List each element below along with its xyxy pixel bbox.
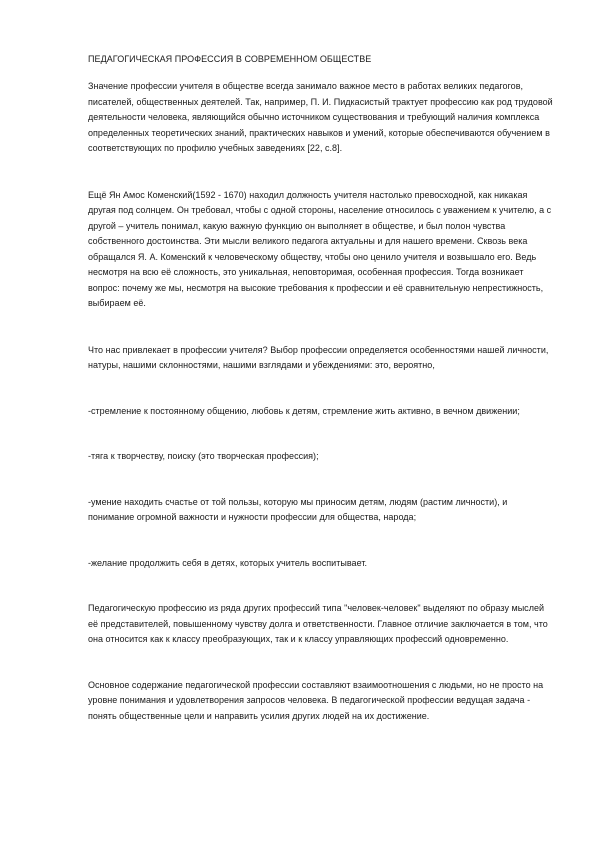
document-title: ПЕДАГОГИЧЕСКАЯ ПРОФЕССИЯ В СОВРЕМЕННОМ ОБЩЕСТВЕ xyxy=(88,54,372,64)
document-body xyxy=(88,53,554,724)
paragraph-comenius: Ещё Ян Амос Коменский(1592 - 1670) находил должность учителя настолько превосходной, как никакая другая под солнцем. Он требовал, чтобы с одной стороны, население относилось с уважением к учителю, а с другой – учитель понимал, какую важную функцию он выполняет в обществе, и был полон чувства собственного достоинства. Эти мысли великого педагога актуальны и для нашего времени. Сквозь века обращался Я. А. Коменский к человеческому обществу, чтобы оно ценило учителя и возвышало его. Ведь несмотря на всю её сложность, это уникальная, неповторимая, особенная профессия. Тогда возникает вопрос: почему же мы, несмотря на высокие требования к профессии и её сравнительную непрестижность, выбираем её. xyxy=(88,189,552,308)
paragraph-motivation-question: Что нас привлекает в профессии учителя? Выбор профессии определяется особенностями нашей личности, натуры, нашими склонностями, нашими взглядами и убеждениями: это, вероятно, xyxy=(88,344,549,370)
paragraph-spacer xyxy=(88,312,554,343)
paragraph-spacer xyxy=(88,465,554,495)
paragraph-spacer xyxy=(88,157,554,188)
paragraph-human-human: Педагогическую профессию из ряда других профессий типа "человек-человек" выделяют по образу мыслей её представителей, повышенному чувству долга и ответственности. Главное отличие заключается в том, что она относится как к классу преобразующих, так и к классу управляющих профессий одновременно. xyxy=(88,603,548,644)
paragraph-main-content: Основное содержание педагогической профессии составляют взаимоотношения с людьми, но не просто на уровне понимания и удовлетворения запросов человека. В педагогической профессии ведущая задача - понять общественные цели и направить усилия других людей на их достижение. xyxy=(88,679,544,721)
list-item-continuation: -желание продолжить себя в детях, которых учитель воспитывает. xyxy=(88,557,367,568)
list-item-creativity: -тяга к творчеству, поиску (это творческая профессия); xyxy=(88,451,319,461)
paragraph-spacer xyxy=(88,571,554,601)
paragraph-spacer xyxy=(88,374,554,404)
paragraph-spacer xyxy=(88,526,554,556)
paragraph-spacer xyxy=(88,419,554,449)
list-item-communication: -стремление к постоянному общению, любовь к детям, стремление жить активно, в вечном движении; xyxy=(88,405,520,416)
paragraph-spacer xyxy=(88,648,554,678)
paragraph-profession-definition: Значение профессии учителя в обществе всегда занимало важное место в работах великих педагогов, писателей, общественных деятелей. Так, например, П. И. Пидкасистый трактует профессию как род трудовой деятельности человека, являющийся обычно источником существования и требующий наличия комплекса определенных теоретических знаний, практических навыков и умений, которые обеспечиваются обучением в соответствующих по профилю учебных заведениях [22, с.8]. xyxy=(88,81,553,153)
list-item-happiness: -умение находить счастье от той пользы, которую мы приносим детям, людям (растим личности), и понимание огромной важности и нужности профессии для общества, народа; xyxy=(88,496,508,522)
